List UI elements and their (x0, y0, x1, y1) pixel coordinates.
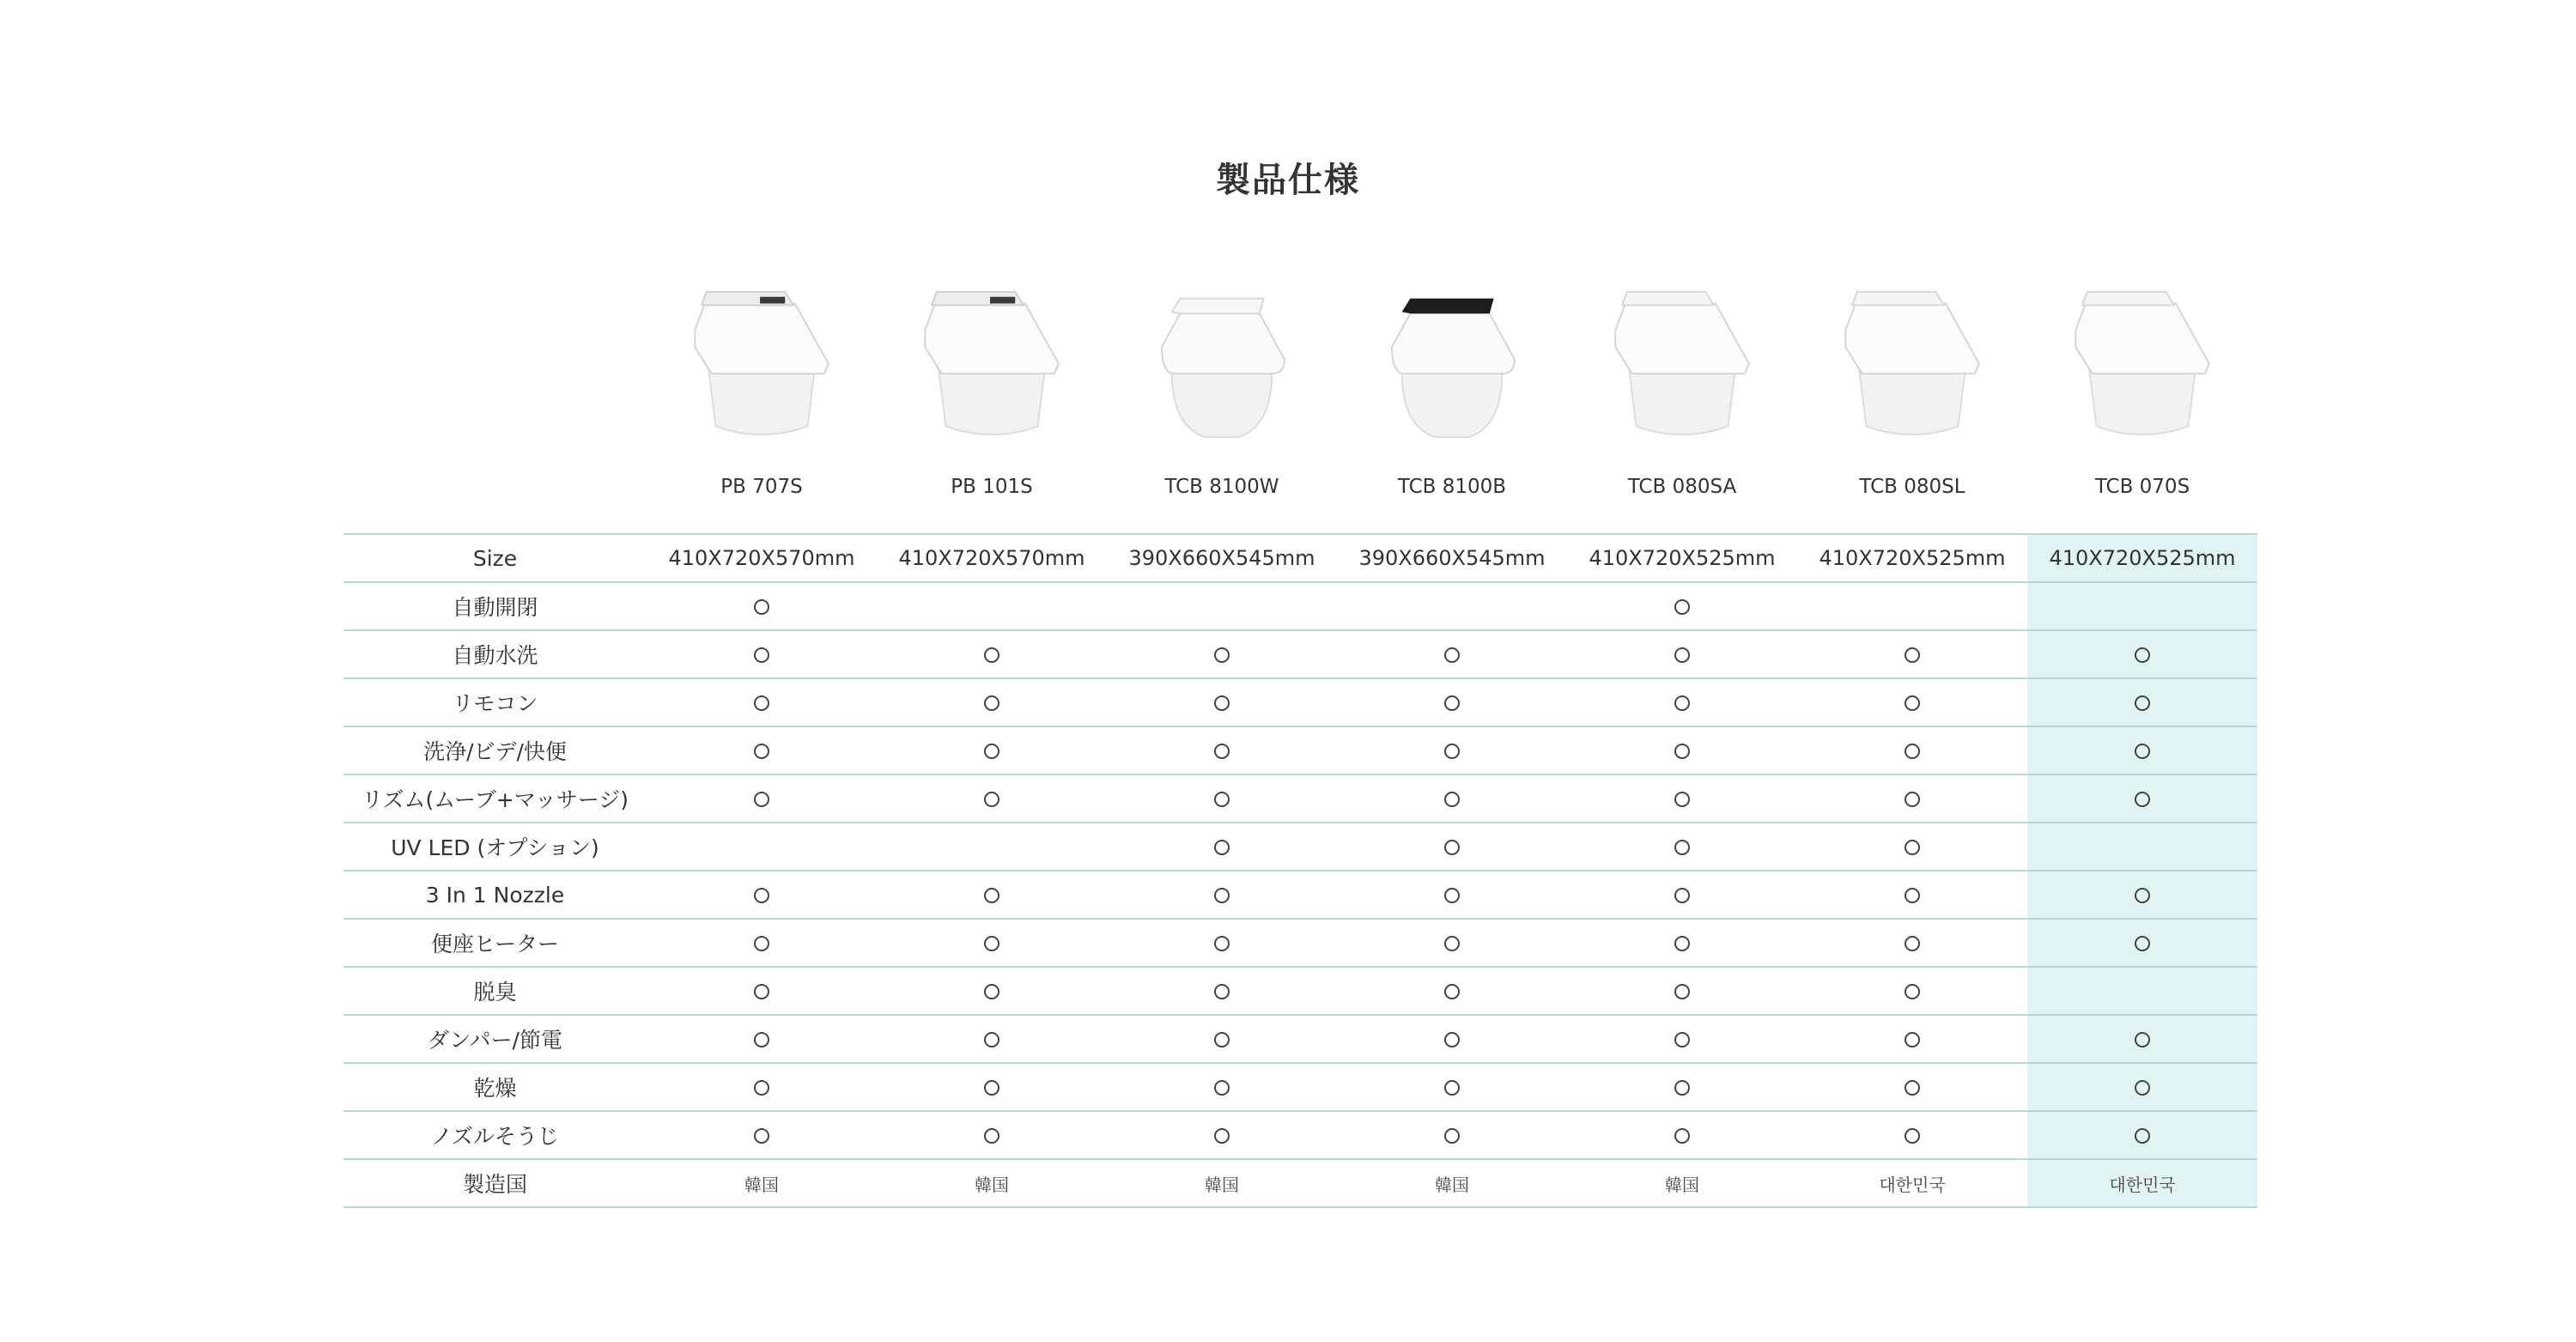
spec-cell (1567, 1063, 1797, 1111)
circle-mark-icon (2135, 744, 2150, 759)
spec-cell (1797, 967, 2027, 1015)
spec-cell: 410X720X525mm (1797, 534, 2027, 582)
circle-mark-icon (984, 647, 999, 663)
spec-label: UV LED (オプション) (343, 823, 647, 871)
circle-mark-icon (2135, 792, 2150, 807)
spec-cell (877, 1111, 1107, 1159)
product-name: TCB 070S (2094, 476, 2190, 498)
circle-mark-icon (754, 984, 769, 999)
circle-mark-icon (984, 984, 999, 999)
spec-row (343, 967, 2257, 1015)
spec-cell: 韓国 (1337, 1159, 1567, 1207)
spec-cell (877, 582, 1107, 630)
spec-cell: 대한민국 (2027, 1159, 2257, 1207)
product-row (647, 271, 2257, 520)
spec-cell (877, 678, 1107, 726)
product-0 (647, 271, 877, 520)
spec-cell (1107, 1111, 1337, 1159)
spec-cell (1337, 630, 1567, 678)
circle-mark-icon (754, 599, 769, 615)
circle-mark-icon (1905, 1128, 1920, 1144)
product-name: PB 707S (720, 476, 803, 498)
spec-cell: 390X660X545mm (1337, 534, 1567, 582)
spec-cell (1107, 871, 1337, 919)
spec-cell (1567, 678, 1797, 726)
spec-cell (1567, 919, 1797, 967)
spec-cell (2027, 582, 2257, 630)
spec-cell (1337, 1015, 1567, 1063)
circle-mark-icon (1214, 792, 1230, 807)
spec-cell (647, 726, 877, 774)
spec-row (343, 582, 2257, 630)
circle-mark-icon (1214, 1080, 1230, 1096)
spec-cell (1567, 1111, 1797, 1159)
spec-cell: 410X720X525mm (1567, 534, 1797, 582)
circle-mark-icon (2135, 1080, 2150, 1096)
circle-mark-icon (1444, 936, 1460, 951)
spec-cell (2027, 678, 2257, 726)
spec-cell (1567, 774, 1797, 823)
circle-mark-icon (1905, 984, 1920, 999)
spec-cell (1337, 774, 1567, 823)
circle-mark-icon (1905, 1080, 1920, 1096)
spec-cell (2027, 1015, 2257, 1063)
circle-mark-icon (2135, 647, 2150, 663)
circle-mark-icon (754, 888, 769, 903)
spec-cell: 410X720X525mm (2027, 534, 2257, 582)
product-image (1838, 280, 1988, 447)
spec-cell (647, 774, 877, 823)
circle-mark-icon (1444, 1128, 1460, 1144)
circle-mark-icon (2135, 1032, 2150, 1047)
product-name: PB 101S (951, 476, 1033, 498)
spec-cell (647, 1015, 877, 1063)
spec-cell (647, 582, 877, 630)
spec-cell (1107, 582, 1337, 630)
spec-cell (647, 919, 877, 967)
circle-mark-icon (1905, 1032, 1920, 1047)
spec-cell: 韓国 (877, 1159, 1107, 1207)
spec-cell (1107, 1015, 1337, 1063)
spec-label: Size (343, 534, 647, 582)
spec-cell (1107, 1063, 1337, 1111)
circle-mark-icon (1214, 647, 1230, 663)
spec-row (343, 1015, 2257, 1063)
circle-mark-icon (2135, 695, 2150, 711)
product-5 (1797, 271, 2027, 520)
spec-row (343, 678, 2257, 726)
spec-cell (1567, 630, 1797, 678)
spec-cell (1797, 678, 2027, 726)
circle-mark-icon (2135, 888, 2150, 903)
circle-mark-icon (1674, 840, 1690, 855)
spec-cell (877, 1015, 1107, 1063)
spec-label: リモコン (343, 678, 647, 726)
circle-mark-icon (984, 695, 999, 711)
circle-mark-icon (1674, 599, 1690, 615)
spec-cell: 韓国 (1107, 1159, 1337, 1207)
circle-mark-icon (984, 1128, 999, 1144)
spec-cell (877, 774, 1107, 823)
spec-cell (2027, 871, 2257, 919)
spec-cell (1797, 919, 2027, 967)
spec-cell (1797, 1063, 2027, 1111)
spec-row (343, 871, 2257, 919)
product-image (2068, 280, 2218, 447)
spec-cell (1107, 774, 1337, 823)
circle-mark-icon (1444, 1032, 1460, 1047)
circle-mark-icon (1214, 936, 1230, 951)
circle-mark-icon (1214, 840, 1230, 855)
product-name: TCB 8100W (1164, 476, 1279, 498)
spec-cell: 390X660X545mm (1107, 534, 1337, 582)
spec-cell (1567, 967, 1797, 1015)
spec-row (343, 630, 2257, 678)
circle-mark-icon (1444, 888, 1460, 903)
spec-label: ダンパー/節電 (343, 1015, 647, 1063)
spec-cell (1107, 678, 1337, 726)
spec-label: 自動開閉 (343, 582, 647, 630)
circle-mark-icon (1214, 695, 1230, 711)
spec-table (343, 533, 2257, 1208)
spec-cell (1567, 871, 1797, 919)
circle-mark-icon (754, 744, 769, 759)
spec-cell (1337, 582, 1567, 630)
product-name: TCB 080SL (1859, 476, 1965, 498)
circle-mark-icon (754, 695, 769, 711)
spec-cell (647, 823, 877, 871)
spec-label: ノズルそうじ (343, 1111, 647, 1159)
spec-cell (2027, 1111, 2257, 1159)
spec-label: 乾燥 (343, 1063, 647, 1111)
spec-cell (2027, 726, 2257, 774)
spec-cell (1567, 823, 1797, 871)
circle-mark-icon (1674, 888, 1690, 903)
spec-cell (1337, 678, 1567, 726)
spec-cell (1337, 1111, 1567, 1159)
spec-cell: 410X720X570mm (647, 534, 877, 582)
product-name: TCB 8100B (1397, 476, 1507, 498)
product-6 (2027, 271, 2257, 520)
circle-mark-icon (1905, 840, 1920, 855)
spec-cell (877, 1063, 1107, 1111)
circle-mark-icon (1905, 936, 1920, 951)
spec-label: 便座ヒーター (343, 919, 647, 967)
spec-cell (877, 726, 1107, 774)
circle-mark-icon (2135, 936, 2150, 951)
product-image (1147, 280, 1297, 447)
spec-cell (1107, 726, 1337, 774)
spec-cell: 대한민국 (1797, 1159, 2027, 1207)
spec-cell: 韓国 (647, 1159, 877, 1207)
circle-mark-icon (984, 792, 999, 807)
spec-cell (647, 967, 877, 1015)
circle-mark-icon (754, 1032, 769, 1047)
circle-mark-icon (1214, 888, 1230, 903)
spec-cell (647, 1111, 877, 1159)
spec-cell (1337, 919, 1567, 967)
circle-mark-icon (1905, 888, 1920, 903)
spec-cell (2027, 774, 2257, 823)
product-image (687, 280, 837, 447)
circle-mark-icon (1674, 1128, 1690, 1144)
spec-cell (1797, 726, 2027, 774)
spec-cell (2027, 823, 2257, 871)
spec-cell (1567, 582, 1797, 630)
spec-row (343, 1159, 2257, 1207)
circle-mark-icon (1444, 1080, 1460, 1096)
circle-mark-icon (1444, 695, 1460, 711)
product-image (1607, 280, 1758, 447)
circle-mark-icon (754, 1080, 769, 1096)
spec-cell (1797, 871, 2027, 919)
spec-cell (1797, 1111, 2027, 1159)
circle-mark-icon (1674, 936, 1690, 951)
spec-cell (1797, 774, 2027, 823)
spec-label: 洗浄/ビデ/快便 (343, 726, 647, 774)
circle-mark-icon (2135, 1128, 2150, 1144)
circle-mark-icon (1444, 647, 1460, 663)
circle-mark-icon (1905, 744, 1920, 759)
circle-mark-icon (1214, 744, 1230, 759)
spec-cell (877, 967, 1107, 1015)
spec-cell (1337, 871, 1567, 919)
spec-cell (2027, 919, 2257, 967)
product-4 (1567, 271, 1797, 520)
spec-cell (1107, 919, 1337, 967)
product-2 (1107, 271, 1337, 520)
circle-mark-icon (754, 1128, 769, 1144)
spec-row (343, 726, 2257, 774)
spec-cell (1797, 1015, 2027, 1063)
spec-row (343, 823, 2257, 871)
circle-mark-icon (1214, 1128, 1230, 1144)
page-title: 製品仕様 (1216, 161, 1360, 200)
circle-mark-icon (1674, 744, 1690, 759)
spec-cell (1797, 630, 2027, 678)
spec-cell (1337, 967, 1567, 1015)
product-image (917, 280, 1067, 447)
circle-mark-icon (754, 936, 769, 951)
circle-mark-icon (1674, 792, 1690, 807)
spec-row (343, 1111, 2257, 1159)
product-name: TCB 080SA (1627, 476, 1737, 498)
circle-mark-icon (1674, 695, 1690, 711)
spec-cell (1107, 823, 1337, 871)
circle-mark-icon (1905, 792, 1920, 807)
spec-cell (1797, 823, 2027, 871)
spec-cell (647, 1063, 877, 1111)
circle-mark-icon (1444, 792, 1460, 807)
spec-label: 脱臭 (343, 967, 647, 1015)
circle-mark-icon (1214, 984, 1230, 999)
spec-cell (647, 871, 877, 919)
spec-cell (1107, 630, 1337, 678)
circle-mark-icon (984, 1032, 999, 1047)
circle-mark-icon (984, 888, 999, 903)
spec-row (343, 534, 2257, 582)
spec-cell (1337, 726, 1567, 774)
spec-cell (1797, 582, 2027, 630)
spec-cell: 410X720X570mm (877, 534, 1107, 582)
circle-mark-icon (1674, 1080, 1690, 1096)
spec-cell (1567, 726, 1797, 774)
spec-cell (877, 630, 1107, 678)
circle-mark-icon (1674, 984, 1690, 999)
circle-mark-icon (754, 647, 769, 663)
spec-cell (1337, 1063, 1567, 1111)
circle-mark-icon (754, 792, 769, 807)
spec-label: 自動水洗 (343, 630, 647, 678)
product-image (1377, 280, 1528, 447)
spec-cell (877, 871, 1107, 919)
circle-mark-icon (1444, 840, 1460, 855)
spec-cell (2027, 630, 2257, 678)
spec-row (343, 774, 2257, 823)
spec-cell (2027, 1063, 2257, 1111)
spec-cell (647, 630, 877, 678)
spec-cell (1567, 1015, 1797, 1063)
spec-cell (1107, 967, 1337, 1015)
spec-label: 製造国 (343, 1159, 647, 1207)
spec-cell (1337, 823, 1567, 871)
circle-mark-icon (1214, 1032, 1230, 1047)
circle-mark-icon (984, 1080, 999, 1096)
spec-cell: 韓国 (1567, 1159, 1797, 1207)
circle-mark-icon (1444, 984, 1460, 999)
spec-cell (2027, 967, 2257, 1015)
product-1 (877, 271, 1107, 520)
circle-mark-icon (1444, 744, 1460, 759)
spec-label: 3 In 1 Nozzle (343, 871, 647, 919)
spec-row (343, 1063, 2257, 1111)
spec-cell (877, 823, 1107, 871)
spec-row (343, 919, 2257, 967)
circle-mark-icon (1674, 647, 1690, 663)
spec-label: リズム(ムーブ+マッサージ) (343, 774, 647, 823)
spec-cell (647, 678, 877, 726)
product-3 (1337, 271, 1567, 520)
circle-mark-icon (984, 744, 999, 759)
circle-mark-icon (1905, 647, 1920, 663)
circle-mark-icon (1905, 695, 1920, 711)
circle-mark-icon (1674, 1032, 1690, 1047)
spec-cell (877, 919, 1107, 967)
circle-mark-icon (984, 936, 999, 951)
